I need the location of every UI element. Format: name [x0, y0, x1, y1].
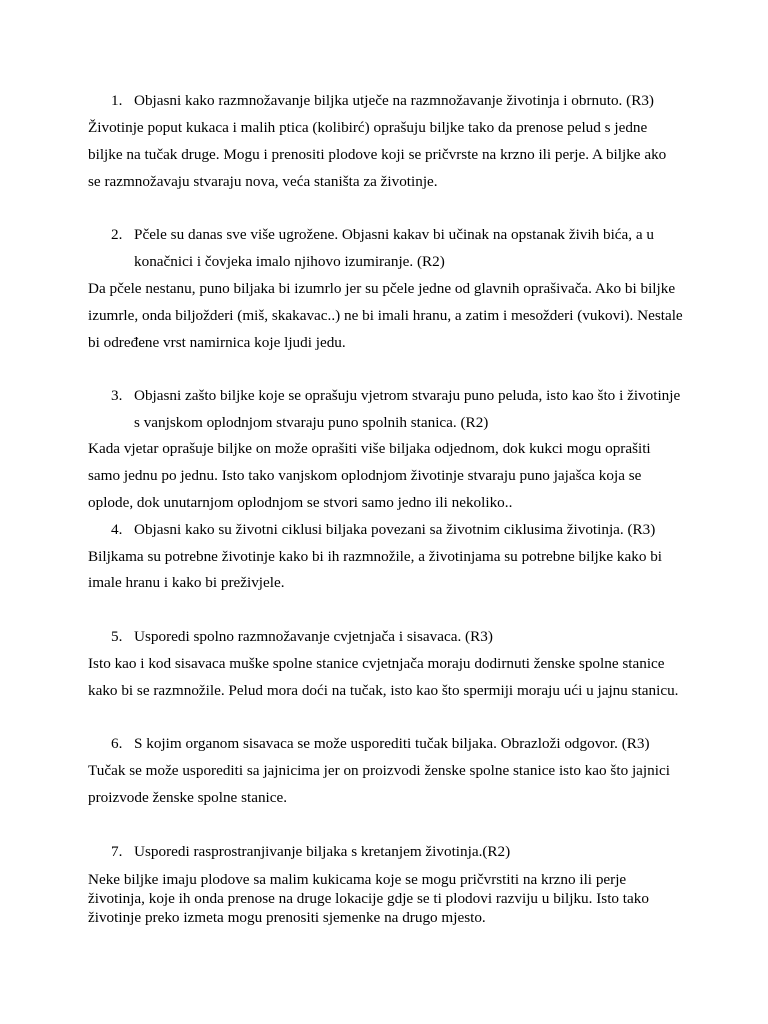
answer-text: životinje preko izmeta mogu prenositi sjemenke na drugo mjesto.	[88, 909, 486, 926]
question-number: 2.	[111, 226, 123, 243]
answer-text: Životinje poput kukaca i malih ptica (kolibirć) oprašuju biljke tako da prenose pelud s jedne	[88, 119, 648, 136]
answer-text: imale hranu i kako bi preživjele.	[88, 574, 285, 591]
question-number: 5.	[111, 628, 123, 645]
question-number: 4.	[111, 521, 123, 538]
answer-text: Tučak se može usporediti sa jajnicima jer on proizvodi ženske spolne stanice isto kao što jajnici	[88, 762, 670, 779]
answer-text: izumrle, onda biljožderi (miš, skakavac..) ne bi imali hranu, a zatim i mesožderi (vukovi). Nestale	[88, 307, 683, 324]
question-text: Objasni zašto biljke koje se oprašuju vjetrom stvaraju puno peluda, isto kao što i životinje	[134, 387, 681, 404]
answer-text: Kada vjetar oprašuje biljke on može oprašiti više biljaka odjednom, dok kukci mogu oprašiti	[88, 440, 651, 457]
question-number: 1.	[111, 92, 123, 109]
question-text: Objasni kako su životni ciklusi biljaka povezani sa životnim ciklusima životinja. (R3)	[134, 521, 656, 538]
answer-text: oplode, dok unutarnjom oplodnjom se stvori samo jedno ili nekoliko..	[88, 494, 513, 511]
answer-text: Neke biljke imaju plodove sa malim kukicama koje se mogu pričvrstiti na krzno ili perje	[88, 871, 627, 888]
question-number: 3.	[111, 387, 123, 404]
question-text: Objasni kako razmnožavanje biljka utječe na razmnožavanje životinja i obrnuto. (R3)	[134, 92, 654, 109]
question-text: s vanjskom oplodnjom stvaraju puno spolnih stanica. (R2)	[134, 414, 489, 431]
answer-text: se razmnožavaju stvaraju nova, veća staništa za životinje.	[88, 173, 438, 190]
question-text: Pčele su danas sve više ugrožene. Objasni kakav bi učinak na opstanak živih bića, a u	[134, 226, 655, 243]
answer-text: Biljkama su potrebne životinje kako bi ih razmnožile, a životinjama su potrebne biljke kako bi	[88, 548, 663, 565]
answer-text: životinja, koje ih onda prenose na druge lokacije gdje se ti plodovi razviju u biljku. Isto tako	[88, 890, 649, 907]
question-number: 6.	[111, 735, 123, 752]
question-text: Usporedi spolno razmnožavanje cvjetnjača i sisavaca. (R3)	[134, 628, 493, 645]
answer-text: proizvode ženske spolne stanice.	[88, 789, 288, 806]
answer-text: Da pčele nestanu, puno biljaka bi izumrlo jer su pčele jedne od glavnih oprašivača. Ako bi biljke	[88, 280, 676, 297]
question-text: S kojim organom sisavaca se može usporediti tučak biljaka. Obrazloži odgovor. (R3)	[134, 735, 650, 752]
question-text: konačnici i čovjeka imalo njihovo izumiranje. (R2)	[134, 253, 445, 270]
question-number: 7.	[111, 843, 123, 860]
answer-text: samo jednu po jednu. Isto tako vanjskom oplodnjom životinje stvaraju puno jajašca koja se	[88, 467, 642, 484]
answer-text: biljke na tučak druge. Mogu i prenositi plodove koji se pričvrste na krzno ili perje. A biljke ako	[88, 146, 667, 163]
answer-text: bi određene vrst namirnica koje ljudi jedu.	[88, 334, 346, 351]
answer-text: kako bi se razmnožile. Pelud mora doći na tučak, isto kao što spermiji moraju ući u jajnu stanicu.	[88, 682, 679, 699]
question-text: Usporedi rasprostranjivanje biljaka s kretanjem životinja.(R2)	[134, 843, 511, 860]
answer-text: Isto kao i kod sisavaca muške spolne stanice cvjetnjača moraju dodirnuti ženske spolne stanice	[88, 655, 665, 672]
